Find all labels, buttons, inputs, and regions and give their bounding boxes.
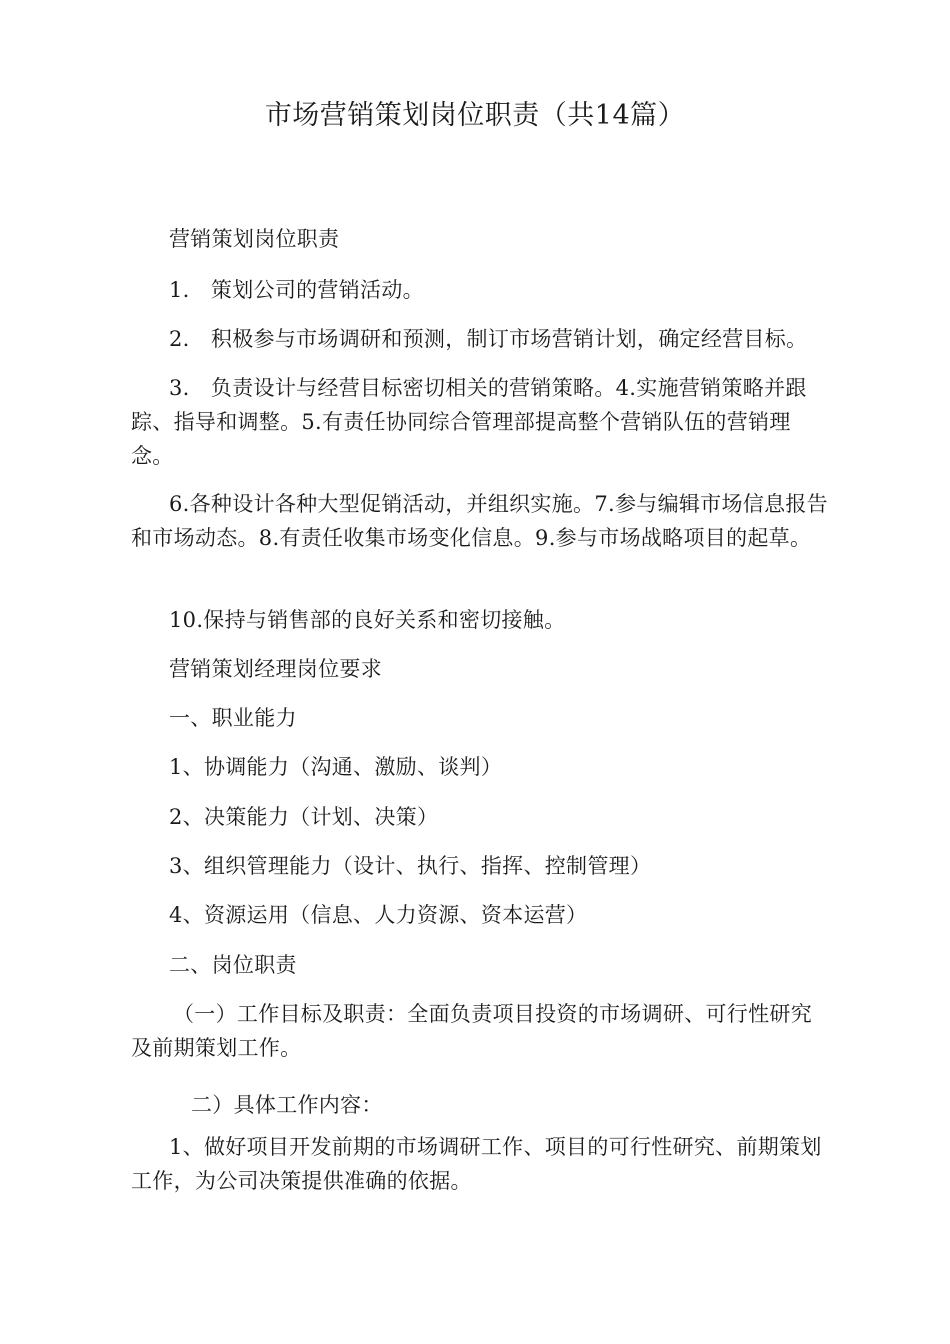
paragraph-item: 1、做好项目开发前期的市场调研工作、项目的可行性研究、前期策划工作，为公司决策提供准确的依据。	[131, 1135, 822, 1193]
paragraph-item: 4、资源运用（信息、人力资源、资本运营）	[169, 903, 588, 927]
paragraph-item: 1. 策划公司的营销活动。	[169, 278, 424, 302]
paragraph-item: 10.保持与销售部的良好关系和密切接触。	[169, 608, 566, 632]
document-title: 市场营销策划岗位职责（共14篇）	[264, 100, 686, 131]
paragraph-item: 3. 负责设计与经营目标密切相关的营销策略。4.实施营销策略并跟踪、指导和调整。5.有责任协同综合管理部提高整个营销队伍的营销理念。	[131, 376, 807, 468]
paragraph-item: （一）工作目标及职责：全面负责项目投资的市场调研、可行性研究及前期策划工作。	[131, 1002, 812, 1060]
paragraph-item: 3、组织管理能力（设计、执行、指挥、控制管理）	[169, 854, 652, 878]
paragraph-heading: 营销策划岗位职责	[169, 227, 340, 251]
paragraph-item: 1、协调能力（沟通、激励、谈判）	[169, 755, 503, 779]
paragraph-item: 2、决策能力（计划、决策）	[169, 805, 439, 829]
paragraph-heading: 营销策划经理岗位要求	[169, 657, 382, 681]
paragraph-item: 2. 积极参与市场调研和预测，制订市场营销计划，确定经营目标。	[169, 327, 808, 351]
paragraph-heading: 二）具体工作内容：	[191, 1093, 383, 1117]
paragraph-heading: 一、职业能力	[169, 706, 297, 730]
paragraph-heading: 二、岗位职责	[169, 953, 297, 977]
paragraph-item: 6.各种设计各种大型促销活动，并组织实施。7.参与编辑市场信息报告和市场动态。8.有责任收集市场变化信息。9.参与市场战略项目的起草。	[131, 492, 828, 550]
